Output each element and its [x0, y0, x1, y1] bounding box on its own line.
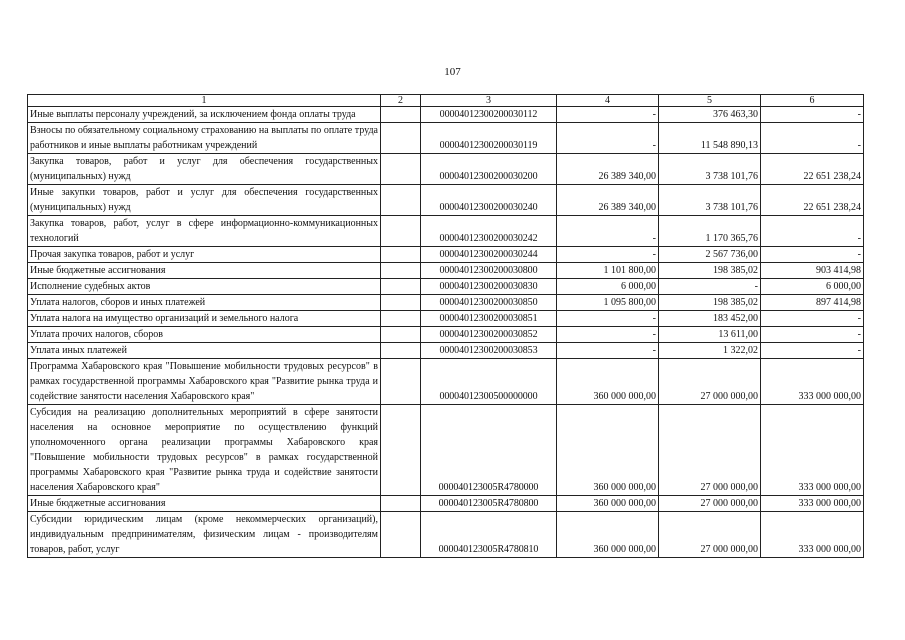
row-code-cell: 00004012300200030119	[421, 123, 557, 154]
row-name-cell: Уплата налога на имущество организаций и земельного налога	[28, 311, 381, 327]
row-code-cell: 00004012300200030244	[421, 247, 557, 263]
row-name-cell: Уплата иных платежей	[28, 343, 381, 359]
budget-table	[27, 94, 864, 558]
row-value-6-cell: -	[761, 343, 864, 359]
row-name-cell: Уплата налогов, сборов и иных платежей	[28, 295, 381, 311]
row-value-5-cell: 3 738 101,76	[659, 154, 761, 185]
row-value-6-cell: -	[761, 327, 864, 343]
row-value-6-cell: -	[761, 311, 864, 327]
row-value-5-cell: 1 170 365,76	[659, 216, 761, 247]
row-value-4-cell: -	[557, 247, 659, 263]
row-value-4-cell: 360 000 000,00	[557, 359, 659, 405]
row-value-6-cell: -	[761, 247, 864, 263]
row-code-cell: 000040123005R4780800	[421, 496, 557, 512]
table-row	[28, 496, 864, 512]
row-value-4-cell: 360 000 000,00	[557, 512, 659, 558]
row-name-cell: Взносы по обязательному социальному страхованию на выплаты по оплате труда работников и иные выплаты работникам учреждений	[28, 123, 381, 154]
row-col2-cell	[381, 154, 421, 185]
row-value-5-cell: 11 548 890,13	[659, 123, 761, 154]
row-code-cell: 00004012300200030850	[421, 295, 557, 311]
row-col2-cell	[381, 359, 421, 405]
row-name-cell: Субсидии юридическим лицам (кроме некоммерческих организаций), индивидуальным предпринимателям, физическим лицам - производителям товаров, работ, услуг	[28, 512, 381, 558]
header-col-6: 6	[761, 95, 864, 107]
row-code-cell: 00004012300200030853	[421, 343, 557, 359]
row-name-cell: Субсидия на реализацию дополнительных мероприятий в сфере занятости населения на основное мероприятие по осуществлению функций уполномоченного органа реализации программы Хабаровского края "Повышение мобильности трудовых ресурсов" в рамках государственной программы Хабаровского края "Развитие рынка труда и содействие занятости населения Хабаровского края"	[28, 405, 381, 496]
row-code-cell: 00004012300200030112	[421, 107, 557, 123]
row-value-6-cell: 897 414,98	[761, 295, 864, 311]
header-col-5: 5	[659, 95, 761, 107]
table-row	[28, 216, 864, 247]
header-col-1: 1	[28, 95, 381, 107]
table-row	[28, 279, 864, 295]
row-value-5-cell: 27 000 000,00	[659, 512, 761, 558]
row-value-6-cell: 333 000 000,00	[761, 405, 864, 496]
table-row	[28, 123, 864, 154]
row-value-5-cell: 27 000 000,00	[659, 405, 761, 496]
row-col2-cell	[381, 343, 421, 359]
row-col2-cell	[381, 216, 421, 247]
row-code-cell: 00004012300500000000	[421, 359, 557, 405]
header-col-2: 2	[381, 95, 421, 107]
row-value-4-cell: -	[557, 311, 659, 327]
row-code-cell: 00004012300200030800	[421, 263, 557, 279]
table-row	[28, 343, 864, 359]
row-value-4-cell: 360 000 000,00	[557, 405, 659, 496]
row-value-6-cell: 903 414,98	[761, 263, 864, 279]
table-row	[28, 107, 864, 123]
row-col2-cell	[381, 311, 421, 327]
row-name-cell: Иные закупки товаров, работ и услуг для обеспечения государственных (муниципальных) нужд	[28, 185, 381, 216]
row-value-5-cell: 13 611,00	[659, 327, 761, 343]
row-value-5-cell: 198 385,02	[659, 263, 761, 279]
row-value-4-cell: -	[557, 123, 659, 154]
row-value-6-cell: 333 000 000,00	[761, 496, 864, 512]
row-col2-cell	[381, 279, 421, 295]
row-value-6-cell: 333 000 000,00	[761, 512, 864, 558]
row-value-6-cell: 333 000 000,00	[761, 359, 864, 405]
row-name-cell: Программа Хабаровского края "Повышение мобильности трудовых ресурсов" в рамках государственной программы Хабаровского края "Развитие рынка труда и содействие занятости населения Хабаровского края"	[28, 359, 381, 405]
row-value-4-cell: 360 000 000,00	[557, 496, 659, 512]
row-code-cell: 00004012300200030240	[421, 185, 557, 216]
row-value-4-cell: -	[557, 216, 659, 247]
table-row	[28, 327, 864, 343]
row-value-4-cell: -	[557, 343, 659, 359]
row-value-5-cell: 376 463,30	[659, 107, 761, 123]
row-name-cell: Прочая закупка товаров, работ и услуг	[28, 247, 381, 263]
table-row	[28, 311, 864, 327]
header-col-4: 4	[557, 95, 659, 107]
row-value-6-cell: -	[761, 123, 864, 154]
table-row	[28, 247, 864, 263]
table-row	[28, 185, 864, 216]
table-row	[28, 263, 864, 279]
row-value-5-cell: 1 322,02	[659, 343, 761, 359]
row-value-4-cell: -	[557, 107, 659, 123]
row-value-4-cell: 6 000,00	[557, 279, 659, 295]
row-code-cell: 00004012300200030851	[421, 311, 557, 327]
page-number: 107	[444, 66, 461, 78]
table-row	[28, 359, 864, 405]
table-row	[28, 154, 864, 185]
row-code-cell: 000040123005R4780000	[421, 405, 557, 496]
row-name-cell: Иные выплаты персоналу учреждений, за исключением фонда оплаты труда	[28, 107, 381, 123]
row-value-4-cell: -	[557, 327, 659, 343]
row-value-4-cell: 26 389 340,00	[557, 185, 659, 216]
row-value-5-cell: 198 385,02	[659, 295, 761, 311]
row-name-cell: Уплата прочих налогов, сборов	[28, 327, 381, 343]
row-col2-cell	[381, 295, 421, 311]
row-col2-cell	[381, 123, 421, 154]
row-code-cell: 000040123005R4780810	[421, 512, 557, 558]
row-code-cell: 00004012300200030200	[421, 154, 557, 185]
row-value-5-cell: 27 000 000,00	[659, 496, 761, 512]
row-col2-cell	[381, 247, 421, 263]
table-row	[28, 405, 864, 496]
row-name-cell: Иные бюджетные ассигнования	[28, 496, 381, 512]
row-col2-cell	[381, 263, 421, 279]
table-header-row	[28, 95, 864, 107]
row-value-5-cell: 3 738 101,76	[659, 185, 761, 216]
row-value-4-cell: 1 095 800,00	[557, 295, 659, 311]
row-value-6-cell: 22 651 238,24	[761, 185, 864, 216]
row-code-cell: 00004012300200030852	[421, 327, 557, 343]
row-name-cell: Закупка товаров, работ и услуг для обеспечения государственных (муниципальных) нужд	[28, 154, 381, 185]
row-col2-cell	[381, 405, 421, 496]
header-col-3: 3	[421, 95, 557, 107]
row-value-4-cell: 1 101 800,00	[557, 263, 659, 279]
row-value-5-cell: -	[659, 279, 761, 295]
row-col2-cell	[381, 107, 421, 123]
row-value-4-cell: 26 389 340,00	[557, 154, 659, 185]
table-body	[28, 107, 864, 558]
row-col2-cell	[381, 327, 421, 343]
table-row	[28, 512, 864, 558]
row-col2-cell	[381, 185, 421, 216]
row-value-6-cell: 22 651 238,24	[761, 154, 864, 185]
row-value-6-cell: -	[761, 107, 864, 123]
row-name-cell: Закупка товаров, работ, услуг в сфере информационно-коммуникационных технологий	[28, 216, 381, 247]
row-value-6-cell: 6 000,00	[761, 279, 864, 295]
row-col2-cell	[381, 512, 421, 558]
row-value-5-cell: 2 567 736,00	[659, 247, 761, 263]
row-value-6-cell: -	[761, 216, 864, 247]
row-name-cell: Иные бюджетные ассигнования	[28, 263, 381, 279]
row-value-5-cell: 183 452,00	[659, 311, 761, 327]
row-code-cell: 00004012300200030242	[421, 216, 557, 247]
row-code-cell: 00004012300200030830	[421, 279, 557, 295]
row-col2-cell	[381, 496, 421, 512]
table-row	[28, 295, 864, 311]
row-value-5-cell: 27 000 000,00	[659, 359, 761, 405]
row-name-cell: Исполнение судебных актов	[28, 279, 381, 295]
